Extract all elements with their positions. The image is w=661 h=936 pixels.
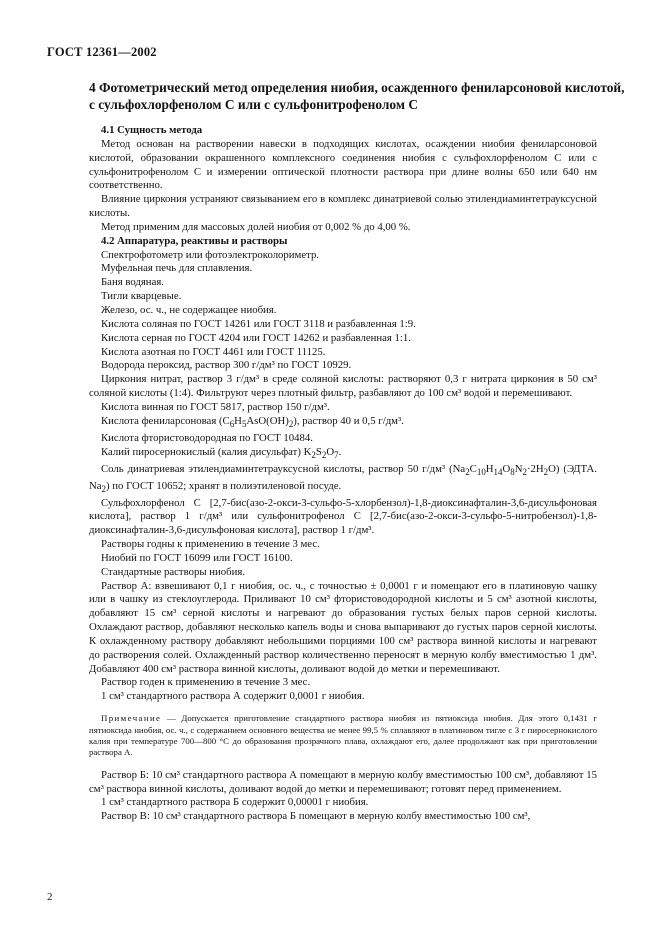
list-item: Баня водяная. bbox=[101, 276, 164, 289]
paragraph: Раствор В: 10 см³ стандартного раствора Б помещают в мерную колбу вместимостью 100 см³, bbox=[101, 810, 531, 823]
list-item: Водорода пероксид, раствор 300 г/дм³ по ГОСТ 10929. bbox=[101, 359, 352, 372]
list-item: Железо, ос. ч., не содержащее ниобия. bbox=[101, 303, 277, 316]
list-item: Кислота фениларсоновая $(C_6H_5AsO(OH)_2)$, раствор 40 и 0,5 г/дм³. bbox=[101, 414, 404, 429]
list-item: Тигли кварцевые. bbox=[101, 290, 182, 303]
paragraph: Растворы годны к применению в течение 3 мес. bbox=[101, 538, 320, 551]
standard-number: ГОСТ 12361—2002 bbox=[47, 45, 157, 59]
paragraph: Циркония нитрат, раствор 3 г/дм³ в среде соляной кислоты: растворяют 0,3 г нитрата циркония в 50 см³ соляной кислоты (1:4). Фильтруют через плотный фильтр, разбавляют до 100 см³ водой и перемешивают. bbox=[89, 373, 597, 400]
list-item: Калий пиросернокислый (калия дисульфат) $K_2S_2O_7$. bbox=[101, 445, 342, 460]
list-item: Кислота соляная по ГОСТ 14261 или ГОСТ 3118 и разбавленная 1:9. bbox=[101, 317, 416, 330]
paragraph: 1 см³ стандартного раствора Б содержит 0,00001 г ниобия. bbox=[101, 796, 369, 809]
paragraph: Раствор годен к применению в течение 3 мес. bbox=[101, 676, 311, 689]
section-heading: 4 Фотометрический метод определения ниобия, осажденного фениларсоновой кислотой, с сульфохлорфенолом С или с сульфонитрофенолом С bbox=[89, 80, 625, 112]
paragraph: Соль динатриевая этилендиаминтетрауксусной кислоты, раствор 50 г/дм³ $(Na_2C_{10}H_{14}O_8N_2\cdot 2H_2O)$ (ЭДТА. $Na_2$) по ГОСТ 10652; хранят в полиэтиленовой посуде. bbox=[89, 462, 597, 494]
note bbox=[89, 713, 597, 759]
list-item: Муфельная печь для сплавления. bbox=[101, 262, 253, 275]
list-item: Кислота винная по ГОСТ 5817, раствор 150 г/дм³. bbox=[101, 400, 330, 413]
list-item: Кислота серная по ГОСТ 4204 или ГОСТ 14262 и разбавленная 1:1. bbox=[101, 331, 411, 344]
subsection-title: 4.1 Сущность метода bbox=[101, 124, 203, 136]
paragraph: Метод основан на растворении навески в подходящих кислотах, осаждении ниобия фениларсоновой кислотой, образовании окрашенного комплексного соединения ниобия с сульфохлорфенолом С или с сульфонитрофенолом С и измерении оптической плотности раствора при длине волны 650 или 640 нм соответственно. bbox=[89, 137, 597, 192]
note-label: Примечание bbox=[101, 713, 162, 724]
paragraph: Раствор Б: 10 см³ стандартного раствора А помещают в мерную колбу вместимостью 100 см³, добавляют 15 см³ раствора винной кислоты, доливают водой до метки и перемешивают; готовят перед применением. bbox=[89, 768, 597, 795]
list-item: Спектрофотометр или фотоэлектроколориметр. bbox=[101, 248, 320, 261]
list-item: Кислота азотная по ГОСТ 4461 или ГОСТ 11125. bbox=[101, 345, 326, 358]
document-body bbox=[89, 124, 597, 824]
list-item: Стандартные растворы ниобия. bbox=[101, 565, 246, 578]
paragraph: Сульфохлорфенол С [2,7-бис(азо-2-окси-3-сульфо-5-хлорбензол)-1,8-диоксинафталин-3,6-дисульфоновая кислота], раствор 1 г/дм³ или сульфонитрофенол С [2,7-бис(азо-2-окси-3-сульфо-5-нитробензол)-1,8-диоксинафталин-3,6-дисульфоновая кислота], раствор 1 г/дм³. bbox=[89, 496, 597, 537]
paragraph: Метод применим для массовых долей ниобия от 0,002 % до 4,00 %. bbox=[101, 220, 411, 233]
paragraph: 1 см³ стандартного раствора А содержит 0,0001 г ниобия. bbox=[101, 690, 365, 703]
list-item: Ниобий по ГОСТ 16099 или ГОСТ 16100. bbox=[101, 551, 293, 564]
note-text: — Допускается приготовление стандартного раствора ниобия из пятиоксида ниобия. Для этого 0,1431 г пятиоксида ниобия, ос. ч., с содержанием основного вещества не менее 99,5 % сплавляют в платиновом тигле с 3 г пиросернокислого калия при температуре 700—800 °С до образования прозрачного плава, охлаждают его, далее продолжают как при приготовлении раствора А. bbox=[89, 713, 597, 758]
subsection-title: 4.2 Аппаратура, реактивы и растворы bbox=[101, 234, 288, 247]
page-number: 2 bbox=[47, 891, 53, 903]
paragraph: Влияние циркония устраняют связыванием его в комплекс динатриевой солью этилендиаминтетрауксусной кислоты. bbox=[89, 193, 597, 220]
paragraph: Раствор А: взвешивают 0,1 г ниобия, ос. ч., с точностью ± 0,0001 г и помещают его в платиновую чашку или в чашку из стеклоуглерода. Приливают 10 см³ фтористоводородной кислоты и 5 см³ азотной кислоты, добавляют 15 см³ серной кислоты и нагревают до образования густых белых паров серной кислоты. Охлаждают раствор, добавляют несколько капель воды и снова выпаривают до густых паров серной кислоты. К охлажденному раствору добавляют небольшими порциями 100 см³ раствора винной кислоты и нагревают до растворения солей. Охлажденный раствор количественно переносят в мерную колбу вместимостью 1 дм³. Добавляют 400 см³ раствора винной кислоты, доливают водой до метки и перемешивают. bbox=[89, 579, 597, 675]
list-item: Кислота фтористоводородная по ГОСТ 10484. bbox=[101, 431, 313, 444]
